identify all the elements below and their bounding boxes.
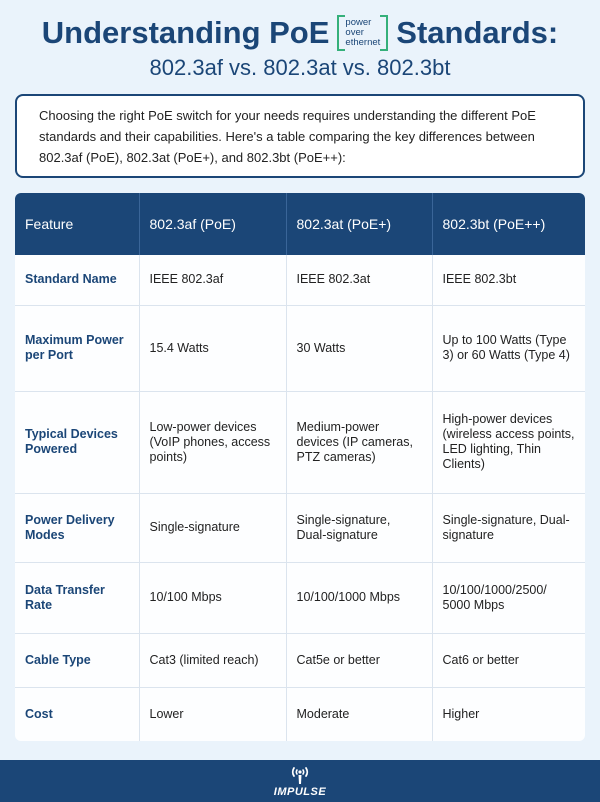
page-title xyxy=(0,14,600,52)
table-row xyxy=(15,687,585,741)
table-cell: 30 Watts xyxy=(286,305,432,391)
table-cell: IEEE 802.3bt xyxy=(432,255,585,305)
table-cell: Low-power devices (VoIP phones, access points) xyxy=(139,391,286,493)
table-cell: IEEE 802.3at xyxy=(286,255,432,305)
signal-person-icon xyxy=(289,765,311,785)
table-cell: High-power devices (wireless access points, LED lighting, Thin Clients) xyxy=(432,391,585,493)
header-feature: Feature xyxy=(15,193,139,255)
table-cell: Moderate xyxy=(286,687,432,741)
intro-box xyxy=(15,94,585,178)
table-cell: Cat5e or better xyxy=(286,633,432,687)
table-cell: Medium-power devices (IP cameras, PTZ cameras) xyxy=(286,391,432,493)
table-cell: Single-signature xyxy=(139,493,286,562)
row-feature-label: Cable Type xyxy=(15,633,139,687)
page-subtitle: 802.3af vs. 802.3at vs. 802.3bt xyxy=(149,55,451,80)
title-part-2: Standards: xyxy=(396,15,559,50)
table-cell: Single-signature, Dual-signature xyxy=(432,493,585,562)
row-feature-label: Standard Name xyxy=(15,255,139,305)
header-802-3bt: 802.3bt (PoE++) xyxy=(432,193,585,255)
table-cell: Single-signature, Dual-signature xyxy=(286,493,432,562)
table-cell: IEEE 802.3af xyxy=(139,255,286,305)
power-over-ethernet-logo xyxy=(337,14,388,52)
table-cell: 10/100/1000 Mbps xyxy=(286,562,432,633)
comparison-table xyxy=(15,193,585,741)
footer-bar xyxy=(0,760,600,802)
row-feature-label: Typical Devices Powered xyxy=(15,391,139,493)
table-row xyxy=(15,255,585,305)
header-802-3at: 802.3at (PoE+) xyxy=(286,193,432,255)
table-row xyxy=(15,633,585,687)
table-cell: Lower xyxy=(139,687,286,741)
intro-text: Choosing the right PoE switch for your needs requires understanding the different PoE standards and their capabilities. Here's a table comparing the key differences between 802.3af (PoE), 802.3at (PoE+), and 802.3bt (PoE++): xyxy=(39,108,536,165)
row-feature-label: Maximum Power per Port xyxy=(15,305,139,391)
table-header-row xyxy=(15,193,585,255)
logo-word: power xyxy=(345,17,372,28)
logo-word: over xyxy=(345,27,364,38)
page-header xyxy=(0,0,600,82)
table-cell: Up to 100 Watts (Type 3) or 60 Watts (Type 4) xyxy=(432,305,585,391)
title-part-1: Understanding PoE xyxy=(41,15,330,50)
row-feature-label: Power Delivery Modes xyxy=(15,493,139,562)
row-feature-label: Cost xyxy=(15,687,139,741)
table-row xyxy=(15,562,585,633)
table-row xyxy=(15,391,585,493)
table-cell: Higher xyxy=(432,687,585,741)
table-row xyxy=(15,305,585,391)
table-cell: Cat3 (limited reach) xyxy=(139,633,286,687)
table-cell: 10/100 Mbps xyxy=(139,562,286,633)
table-cell: 10/100/1000/2500/ 5000 Mbps xyxy=(432,562,585,633)
row-feature-label: Data Transfer Rate xyxy=(15,562,139,633)
table-cell: 15.4 Watts xyxy=(139,305,286,391)
logo-word: ethernet xyxy=(345,37,381,48)
header-802-3af: 802.3af (PoE) xyxy=(139,193,286,255)
brand-logo-text: IMPULSE xyxy=(273,785,327,798)
table-row xyxy=(15,493,585,562)
comparison-table-container xyxy=(15,193,585,741)
table-cell: Cat6 or better xyxy=(432,633,585,687)
